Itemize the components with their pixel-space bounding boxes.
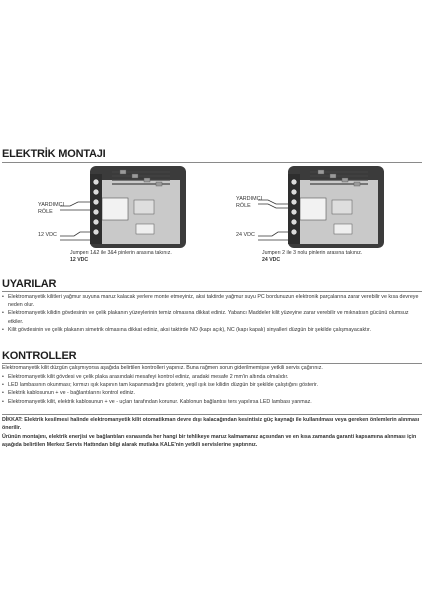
right-circuit-board-photo	[258, 160, 388, 250]
list-item: • Elektromanyetik kilidin gövdesinin ve çelik plakanın yüzeylerinin temiz olmasına dikkat ediniz. Yabancı Maddeler kilit yüzeyine zarar verebilir ve mıknatısın gücünü olumsuz etkiler.	[2, 309, 420, 325]
warning-note: DİKKAT: Elektrik kesilmesi halinde elektromanyetik kilit otomatikman devre dışı kalacağından kesintisiz güç kaynağı ile kullanılması veya gereken önlemlerin alınması önerilir.	[2, 417, 420, 432]
uyarilar-list	[2, 293, 420, 334]
right-caption-line2: 24 VDC	[262, 256, 281, 263]
section-title-kontroller: KONTROLLER	[2, 350, 77, 362]
section-divider	[2, 414, 422, 415]
left-relay-label-line2: RÖLE	[38, 208, 53, 215]
section-divider	[2, 291, 422, 292]
right-caption	[262, 250, 362, 264]
right-relay-label-line1: YARDIMCI	[236, 196, 262, 202]
list-item: • Elektromanyetik kilit gövdesi ve çelik plaka arasındaki mesafeyi kontrol ediniz, aradaki mesafe 2 mm'in altında olmalıdır.	[2, 373, 420, 381]
service-note: Ürünün montajını, elektrik enerjisi ve bağlantıları esnasında her hangi bir tehlikeye maruz kalmamanız açısından ve en kısa zamanda garanti kapsamına alınması için aşağıda belirtilen Merkez Servis Hattından bilgi alarak mutlaka KALE'nin yetkili servislerine yaptırınız.	[2, 434, 417, 449]
left-relay-label-line1: YARDIMCI	[38, 202, 64, 208]
list-item: • Elektromanyetik kilit, elektrik kablosunun + ve - uçları tarafından korunur. Kablonun bağlantısı ters yapılırsa LED lambası yanmaz.	[2, 398, 420, 406]
list-item: • Elektrik kablosunun + ve - bağlantılarını kontrol ediniz.	[2, 389, 420, 397]
list-item: • Elektromanyetik kilitleri yağmur suyuna maruz kalacak yerlere monte etmeyiniz, aksi taktirde yağmur suyu PC bordunuzun elektronik parçalarına zarar verebilir ve kısa devreye neden olur.	[2, 293, 420, 309]
left-caption	[70, 250, 172, 264]
section-title-montaj: ELEKTRİK MONTAJI	[2, 148, 106, 160]
right-caption-line1: Jumperı 2 ile 3 nolu pinlerin arasına takınız.	[262, 250, 363, 256]
section-title-uyarilar: UYARILAR	[2, 278, 57, 290]
list-item: • Kilit gövdesinin ve çelik plakanın simetrik olmasına dikkat ediniz, aksi taktirde NO (kapı açık), NC (kapı kapalı) sinyalleri düzgün bir şekilde çalışmayacaktır.	[2, 326, 420, 334]
right-relay-label-line2: RÖLE	[236, 202, 251, 209]
list-item: • LED lambasının okunması; kırmızı ışık kapının tam kapanmadığını gösterir, yeşil ışık ise kilidin düzgün bir şekilde çalıştığını gösterir.	[2, 381, 420, 389]
left-caption-line1: Jumperı 1&2 ile 3&4 pinlerin arasına takınız.	[70, 250, 172, 256]
kontroller-intro: Elektromanyetik kilit düzgün çalışmıyorsa aşağıda belirtilen kontrolleri yapınız. Buna rağmen sorun giderilmemişse yetkili servis çağırınız.	[2, 365, 323, 371]
left-voltage-label: 12 VDC	[38, 232, 57, 238]
kontroller-list	[2, 373, 420, 406]
left-caption-line2: 12 VDC	[70, 256, 89, 263]
left-circuit-board-photo	[60, 160, 190, 250]
right-voltage-label: 24 VDC	[236, 232, 255, 238]
